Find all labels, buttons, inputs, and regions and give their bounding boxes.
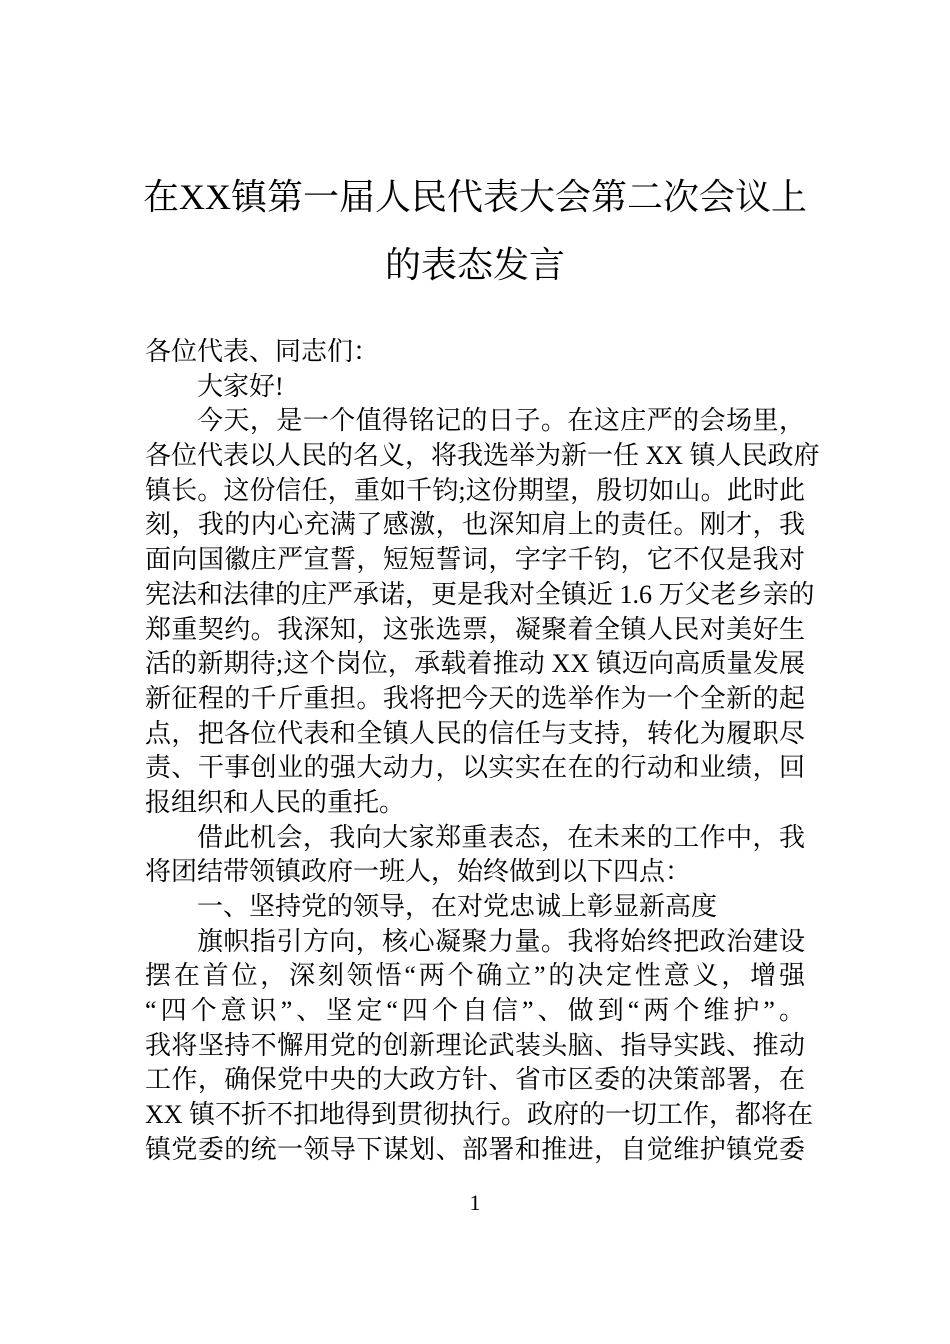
body-text-line: 宪法和法律的庄严承诺，更是我对全镇近 1.6 万父老乡亲的 xyxy=(145,579,815,609)
body-text-line: 面向国徽庄严宣誓，短短誓词，字字千钧，它不仅是我对 xyxy=(145,545,805,575)
body-text-line: 责、干事创业的强大动力，以实实在在的行动和业绩，回 xyxy=(145,753,805,783)
body-text-line: XX 镇不折不扣地得到贯彻执行。政府的一切工作，都将在 xyxy=(145,1100,814,1130)
body-text-line: 大家好! xyxy=(197,371,284,401)
body-text-line: 旗帜指引方向，核心凝聚力量。我将始终把政治建设 xyxy=(197,926,805,956)
body-text-line: 活的新期待;这个岗位，承载着推动 XX 镇迈向高质量发展 xyxy=(145,649,805,679)
body-text-line: 郑重契约。我深知，这张选票，凝聚着全镇人民对美好生 xyxy=(145,614,805,644)
body-text-line: 工作，确保党中央的大政方针、省市区委的决策部署，在 xyxy=(145,1065,805,1095)
salutation: 各位代表、同志们： xyxy=(145,337,380,366)
document-body xyxy=(145,335,820,1168)
page-number: 1 xyxy=(469,1190,481,1215)
document-title-line-2: 的表态发言 xyxy=(384,245,565,285)
body-text-line: 新征程的千斤重担。我将把今天的选举作为一个全新的起 xyxy=(145,683,805,713)
section-heading: 一、坚持党的领导，在对党忠诚上彰显新高度 xyxy=(197,892,718,921)
body-text-line: 镇党委的统一领导下谋划、部署和推进，自觉维护镇党委 xyxy=(145,1134,805,1164)
body-text-line: 摆在首位，深刻领悟“两个确立”的决定性意义，增强 xyxy=(145,961,805,991)
body-text-line: “四个意识”、坚定“四个自信”、做到“两个维护”。 xyxy=(145,996,805,1026)
body-text-line: 今天，是一个值得铭记的日子。在这庄严的会场里， xyxy=(197,406,805,436)
body-text-line: 报组织和人民的重托。 xyxy=(145,787,406,817)
body-text-line: 将团结带领镇政府一班人，始终做到以下四点： xyxy=(145,857,692,887)
body-text-line: 点，把各位代表和全镇人民的信任与支持，转化为履职尽 xyxy=(145,718,805,748)
body-text-line: 借此机会，我向大家郑重表态，在未来的工作中，我 xyxy=(197,822,805,852)
document-title-line-1: 在XX镇第一届人民代表大会第二次会议上 xyxy=(143,177,807,217)
body-text-line: 镇长。这份信任，重如千钧;这份期望，殷切如山。此时此 xyxy=(145,475,805,505)
body-text-line: 我将坚持不懈用党的创新理论武装头脑、指导实践、推动 xyxy=(145,1030,805,1060)
body-text-line: 各位代表以人民的名义，将我选举为新一任 XX 镇人民政府 xyxy=(145,441,820,471)
body-text-line: 刻，我的内心充满了感激，也深知肩上的责任。刚才，我 xyxy=(145,510,805,540)
